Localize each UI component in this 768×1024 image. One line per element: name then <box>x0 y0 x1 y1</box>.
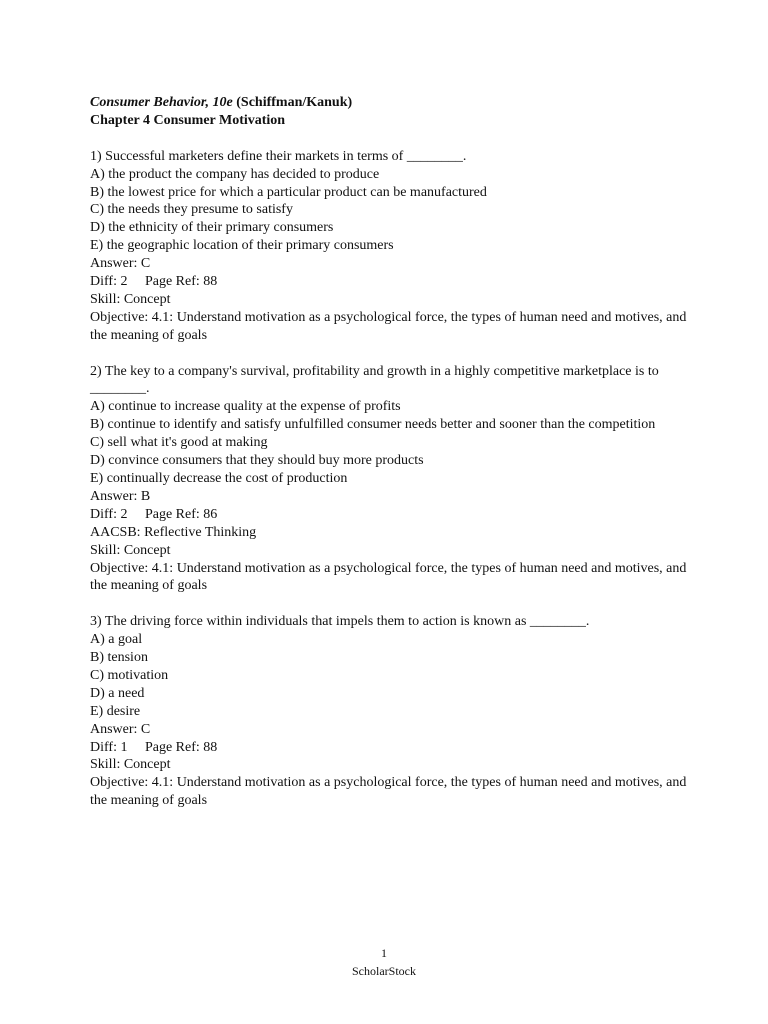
question-2 <box>90 363 690 596</box>
option-e: E) continually decrease the cost of production <box>90 471 348 486</box>
aacsb: AACSB: Reflective Thinking <box>90 524 257 540</box>
option-b: B) the lowest price for which a particular product can be manufactured <box>90 184 487 200</box>
book-authors: (Schiffman/Kanuk) <box>236 95 353 110</box>
option-e: E) the geographic location of their primary consumers <box>90 238 394 254</box>
option-e: E) desire <box>90 703 141 719</box>
objective: Objective: 4.1: Understand motivation as a psychological force, the types of human need and motives, and the meaning of goals <box>90 309 687 343</box>
question-stem: 1) Successful marketers define their markets in terms of ________. <box>90 148 467 164</box>
document-page <box>90 94 690 810</box>
skill: Skill: Concept <box>90 757 171 773</box>
option-d: D) convince consumers that they should buy more products <box>90 453 424 469</box>
option-c: C) sell what it's good at making <box>90 435 268 451</box>
book-title-line <box>90 94 690 112</box>
question-stem: 3) The driving force within individuals that impels them to action is known as ________. <box>90 614 590 630</box>
option-a: A) a goal <box>90 632 143 648</box>
answer: Answer: B <box>90 488 151 504</box>
chapter-title: Chapter 4 Consumer Motivation <box>90 112 286 128</box>
answer: Answer: C <box>90 721 151 737</box>
question-stem: 2) The key to a company's survival, profitability and growth in a highly competitive marketplace is to ________. <box>90 363 659 397</box>
option-d: D) a need <box>90 685 145 701</box>
difficulty-page-ref: Diff: 1 Page Ref: 88 <box>90 739 218 755</box>
option-d: D) the ethnicity of their primary consumers <box>90 220 334 236</box>
option-b: B) continue to identify and satisfy unfulfilled consumer needs better and sooner than the competition <box>90 417 656 433</box>
answer: Answer: C <box>90 256 151 272</box>
book-title: Consumer Behavior, 10e <box>90 95 233 110</box>
difficulty-page-ref: Diff: 2 Page Ref: 86 <box>90 506 218 522</box>
option-b: B) tension <box>90 650 148 666</box>
option-a: A) continue to increase quality at the expense of profits <box>90 399 401 415</box>
skill: Skill: Concept <box>90 291 171 307</box>
option-a: A) the product the company has decided to produce <box>90 166 380 182</box>
footer-brand: ScholarStock <box>352 964 416 978</box>
option-c: C) motivation <box>90 667 169 683</box>
question-1 <box>90 148 690 345</box>
objective: Objective: 4.1: Understand motivation as a psychological force, the types of human need and motives, and the meaning of goals <box>90 560 687 594</box>
difficulty-page-ref: Diff: 2 Page Ref: 88 <box>90 274 218 290</box>
question-3 <box>90 613 690 810</box>
page-number: 1 <box>381 946 387 960</box>
objective: Objective: 4.1: Understand motivation as a psychological force, the types of human need and motives, and the meaning of goals <box>90 775 687 809</box>
skill: Skill: Concept <box>90 542 171 558</box>
option-c: C) the needs they presume to satisfy <box>90 202 293 218</box>
